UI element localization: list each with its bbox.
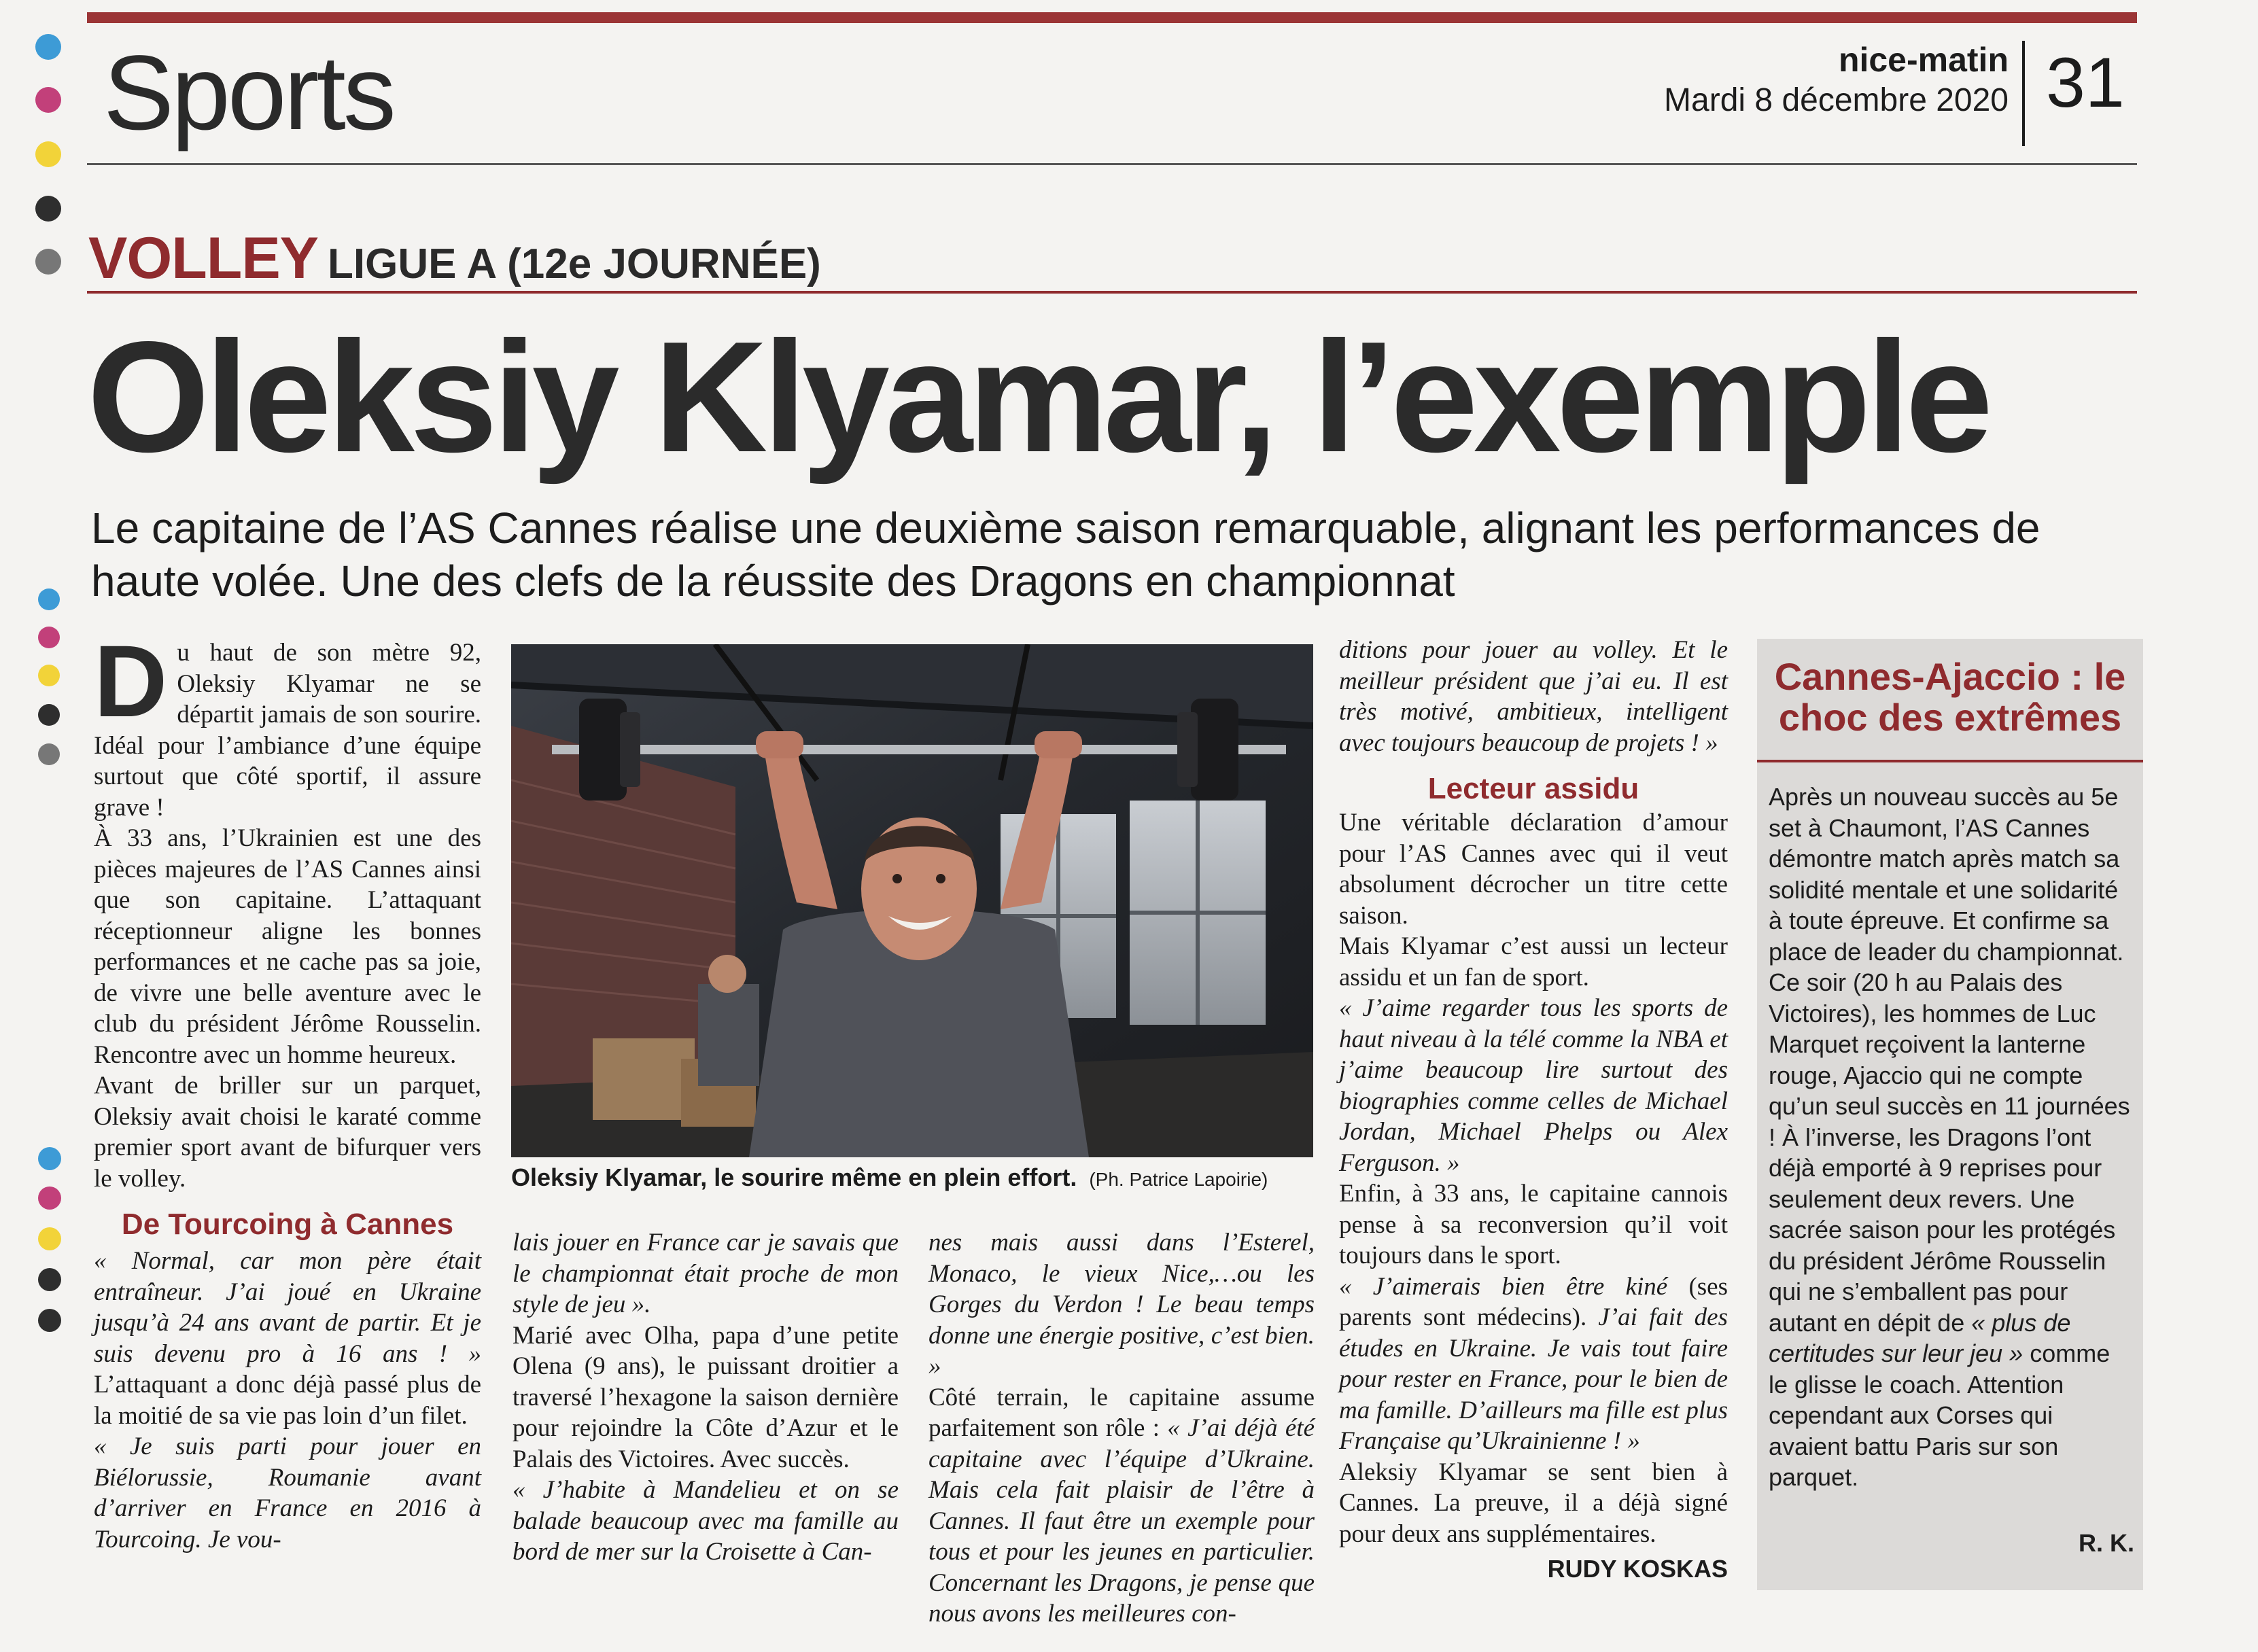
- article-subhead: Le capitaine de l’AS Cannes réalise une deuxième saison remarquable, alignant les performances de haute volée. Une des clefs de la réussite des Dragons en championnat: [91, 504, 2040, 605]
- color-dot: [38, 1268, 61, 1291]
- author-byline: RUDY KOSKAS: [1547, 1555, 1728, 1583]
- paragraph: Avant de briller sur un parquet, Oleksiy avait choisi le karaté comme premier sport avant de bifurquer vers le volley.: [94, 1072, 481, 1193]
- page-number: 31: [2046, 43, 2125, 122]
- quote-paragraph: nes mais aussi dans l’Esterel, Monaco, le vieux Nice,…ou les Gorges du Verdon ! Le beau temps donne une énergie positive, c’est bien. »: [928, 1229, 1315, 1380]
- color-dot: [38, 1187, 61, 1210]
- paragraph: [1339, 1271, 1728, 1457]
- quote: J’ai fait des études en Ukraine. Je vais tout faire pour rester en France, pour le bien de ma famille. D’ailleurs ma fille est plus Française qu’Ukrainienne ! »: [1339, 1303, 1728, 1455]
- paragraph-text: Côté terrain, le capitaine assume parfaitement son rôle :: [928, 1383, 1315, 1442]
- sidebar-text: comme le glisse le coach. Attention cependant aux Corses qui avaient battu Paris sur son parquet.: [1769, 1339, 2111, 1491]
- color-dot: [38, 743, 60, 765]
- sidebar-text: Après un nouveau succès au 5e set à Chaumont, l’AS Cannes démontre match après match sa solidité mentale et une solidarité à toute épreuve. Et confirme sa place de leader du championnat. Ce soir (20 h au Palais des Victoires), les hommes de Luc Marquet reçoivent la lanterne rouge, Ajaccio qui ne compte qu’un seul succès en 11 journées ! À l’inverse, les Dragons l’ont déjà emporté à 9 reprises pour seulement deux revers. Une sacrée saison pour les protégés du président Jérôme Rousselin qui ne s’emballent pas pour autant en dépit de: [1769, 783, 2130, 1337]
- sidebar-title: Cannes-Ajaccio : le choc des extrêmes: [1774, 655, 2126, 739]
- intertitle: De Tourcoing à Cannes: [121, 1208, 454, 1241]
- color-dot: [38, 627, 60, 648]
- color-dot: [35, 249, 61, 275]
- kicker-rule: [87, 291, 2137, 294]
- color-dot: [35, 196, 61, 222]
- color-dot: [35, 34, 61, 60]
- paragraph-text: L’attaquant a donc déjà passé plus de la moitié de sa vie pas loin d’un filet.: [94, 1371, 481, 1430]
- caption-text: Oleksiy Klyamar, le sourire même en plein effort.: [511, 1163, 1077, 1191]
- color-dot: [35, 141, 61, 167]
- color-dot: [38, 665, 60, 686]
- drop-cap: D: [94, 624, 168, 738]
- color-dot: [38, 704, 60, 726]
- section-title: Sports: [103, 34, 394, 152]
- color-dot: [38, 1227, 61, 1250]
- article-headline: Oleksiy Klyamar, l’exemple: [87, 309, 1989, 485]
- article-column-2: [513, 1227, 899, 1568]
- quote: « J’ai déjà été capitaine avec l’équipe d’Ukraine. Mais cela fait plaisir de l’être à Cannes. Il faut être un exemple pour tous et pour les jeunes en particulier. Concernant les Dragons, je pense que nous avons les meilleures con-: [928, 1414, 1315, 1628]
- color-dot: [35, 87, 61, 113]
- masthead-divider: [2022, 41, 2025, 146]
- article-photo: [511, 644, 1313, 1157]
- quote: « Normal, car mon père était entraîneur. J’ai joué en Ukraine jusqu’à 24 ans avant de partir. Et je suis devenu pro à 16 ans ! »: [94, 1247, 481, 1368]
- sidebar-quote: « plus de certitudes sur leur jeu »: [1769, 1308, 2071, 1367]
- paragraph: Mais Klyamar c’est aussi un lecteur assidu et un fan de sport.: [1339, 932, 1728, 991]
- paragraph: À 33 ans, l’Ukrainien est une des pièces majeures de l’AS Cannes ainsi que son capitaine. L’attaquant réceptionneur aligne les bonnes performances et ne cache pas sa joie, de vivre une belle aventure avec le club du président Jérôme Rousselin. Rencontre avec un homme heureux.: [94, 824, 481, 1069]
- color-dot: [38, 1309, 61, 1332]
- article-kicker: [88, 224, 821, 309]
- paragraph: Aleksiy Klyamar se sent bien à Cannes. La preuve, il a déjà signé pour deux ans supplémentaires.: [1339, 1458, 1728, 1548]
- article-column-4: [1339, 635, 1728, 1585]
- top-accent-bar: [87, 12, 2137, 23]
- quote-paragraph: « Je suis parti pour jouer en Biélorussie, Roumanie avant d’arriver en France en 2016 à Tourcoing. Je vou-: [94, 1433, 481, 1553]
- kicker-sport: VOLLEY: [88, 226, 319, 291]
- quote-paragraph: ditions pour jouer au volley. Et le meilleur président que j’ai eu. Il est très motivé, ambitieux, intelligent avec toujours beaucoup de projets ! »: [1339, 636, 1728, 757]
- quote: « J’aimerais bien être kiné: [1339, 1272, 1668, 1301]
- paragraph: [928, 1382, 1315, 1630]
- intertitle: Lecteur assidu: [1427, 772, 1639, 805]
- color-dot: [38, 588, 60, 610]
- issue-date: Mardi 8 décembre 2020: [1664, 82, 2009, 118]
- quote-paragraph: « J’habite à Mandelieu et on se balade beaucoup avec ma famille au bord de mer sur la Croisette à Can-: [513, 1476, 899, 1566]
- newspaper-brand: nice-matin: [1838, 41, 2009, 79]
- paragraph-text: (ses parents sont médecins).: [1339, 1272, 1728, 1331]
- paragraph: Enfin, à 33 ans, le capitaine cannois pense à sa reconversion qu’il voit toujours dans le sport.: [1339, 1180, 1728, 1269]
- weightlifting-photo-illustration: [511, 644, 1313, 1157]
- paragraph: u haut de son mètre 92, Oleksiy Klyamar ne se départit jamais de son sourire. Idéal pour l’ambiance d’une équipe surtout que côté sportif, il assure grave !: [94, 639, 481, 822]
- article-column-3: [928, 1227, 1315, 1630]
- article-column-1: [94, 624, 481, 1555]
- quote-paragraph: lais jouer en France car je savais que le championnat était proche de mon style de jeu ».: [513, 1229, 899, 1318]
- paragraph: Une véritable déclaration d’amour pour l’AS Cannes avec qui il veut absolument décrocher un titre cette saison.: [1339, 809, 1728, 930]
- color-dot: [38, 1147, 61, 1170]
- paragraph: [94, 1246, 481, 1431]
- photo-credit: (Ph. Patrice Lapoirie): [1089, 1169, 1268, 1190]
- photo-caption: [511, 1163, 1317, 1192]
- paragraph: Marié avec Olha, papa d’une petite Olena (9 ans), le puissant droitier a traversé l’hexagone la saison dernière pour rejoindre la Côte d’Azur et le Palais des Victoires. Avec succès.: [513, 1321, 899, 1473]
- sidebar-rule: [1757, 760, 2143, 762]
- sidebar-body: [1769, 781, 2136, 1493]
- sidebar-signature: R. K.: [2078, 1529, 2134, 1557]
- quote-paragraph: « J’aime regarder tous les sports de haut niveau à la télé comme la NBA et j’aime beaucoup lire surtout des biographies comme celles de Michael Jordan, Michael Phelps ou Alex Ferguson. »: [1339, 994, 1728, 1177]
- masthead-rule: [87, 163, 2137, 165]
- kicker-competition: LIGUE A (12e JOURNÉE): [328, 241, 821, 287]
